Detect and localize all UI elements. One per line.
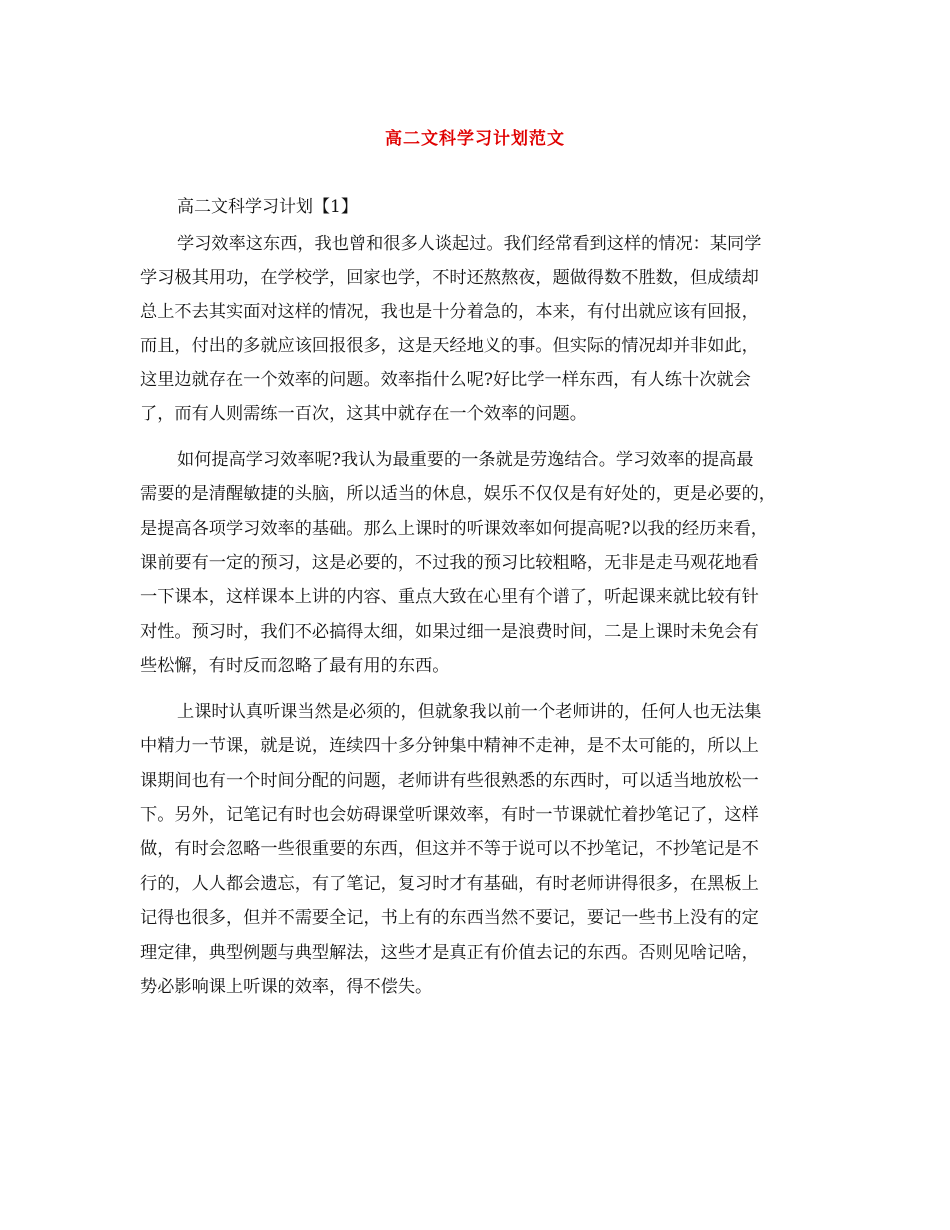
paragraph-line: 学习效率这东西，我也曾和很多人谈起过。我们经常看到这样的情况：某同学: [177, 234, 762, 254]
paragraph-line: 中精力一节课，就是说，连续四十多分钟集中精神不走神，是不太可能的，所以上: [140, 736, 759, 756]
paragraph-line: 课期间也有一个时间分配的问题，老师讲有些很熟悉的东西时，可以适当地放松一: [140, 771, 759, 791]
paragraph-line: 如何提高学习效率呢?我认为最重要的一条就是劳逸结合。学习效率的提高最: [177, 450, 754, 470]
paragraph-line: 对性。预习时，我们不必搞得太细，如果过细一是浪费时间，二是上课时未免会有: [140, 622, 759, 642]
paragraph-line: 而且，付出的多就应该回报很多，这是天经地义的事。但实际的情况却并非如此，: [140, 336, 759, 356]
paragraph-line: 学习极其用功，在学校学，回家也学，不时还熬熬夜，题做得数不胜数，但成绩却: [140, 268, 759, 288]
document-title: 高二文科学习计划范文: [385, 129, 565, 149]
paragraph-line: 势必影响课上听课的效率，得不偿失。: [140, 977, 433, 997]
paragraph-line: 记得也很多，但并不需要全记，书上有的东西当然不要记，要记一些书上没有的定: [140, 908, 759, 928]
paragraph-line: 些松懈，有时反而忽略了最有用的东西。: [140, 656, 450, 676]
paragraph-line: 课前要有一定的预习，这是必要的，不过我的预习比较粗略，无非是走马观花地看: [140, 553, 759, 573]
paragraph-line: 需要的是清醒敏捷的头脑，所以适当的休息，娱乐不仅仅是有好处的，更是必要的，: [140, 484, 776, 504]
paragraph-line: 总上不去其实面对这样的情况，我也是十分着急的，本来，有付出就应该有回报，: [140, 302, 759, 322]
paragraph-line: 上课时认真听课当然是必须的，但就象我以前一个老师讲的，任何人也无法集: [177, 702, 762, 722]
paragraph-line: 这里边就存在一个效率的问题。效率指什么呢?好比学一样东西，有人练十次就会: [140, 370, 751, 390]
section-heading: 高二文科学习计划【1】: [177, 197, 358, 217]
paragraph-line: 做，有时会忽略一些很重要的东西，但这并不等于说可以不抄笔记，不抄笔记是不: [140, 839, 759, 859]
paragraph-line: 是提高各项学习效率的基础。那么上课时的听课效率如何提高呢?以我的经历来看，: [140, 519, 768, 539]
paragraph-line: 一下课本，这样课本上讲的内容、重点大致在心里有个谱了，听起课来就比较有针: [140, 587, 759, 607]
paragraph-line: 了，而有人则需练一百次，这其中就存在一个效率的问题。: [140, 404, 587, 424]
paragraph-line: 行的，人人都会遗忘，有了笔记，复习时才有基础，有时老师讲得很多，在黑板上: [140, 874, 759, 894]
paragraph-line: 下。另外，记笔记有时也会妨碍课堂听课效率，有时一节课就忙着抄笔记了，这样: [140, 805, 759, 825]
paragraph-line: 理定律，典型例题与典型解法，这些才是真正有价值去记的东西。否则见啥记啥，: [140, 943, 759, 963]
